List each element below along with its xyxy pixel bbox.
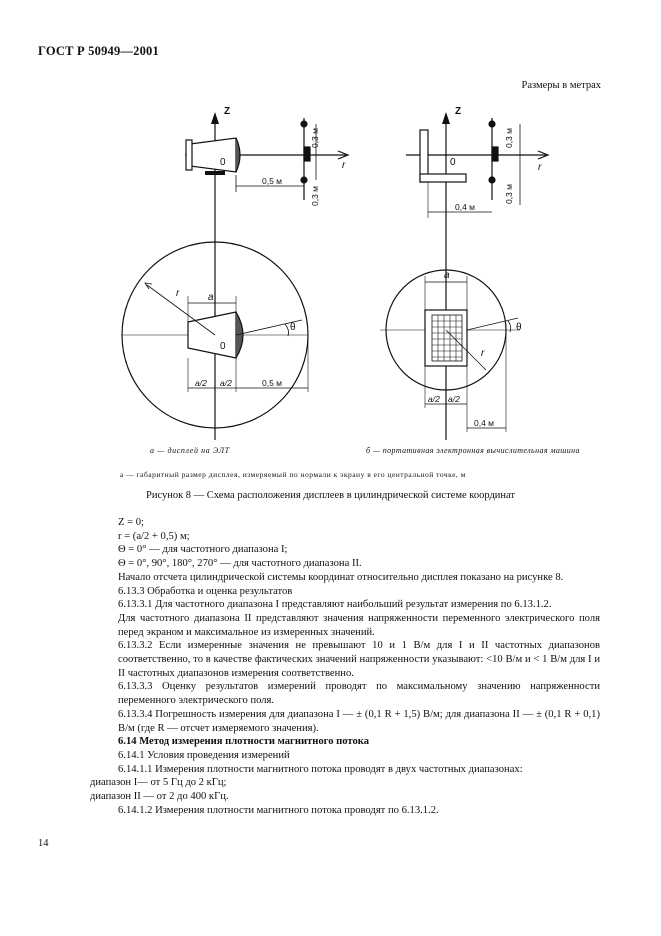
body-text [90,516,600,817]
right-label-origin: 0 [450,157,456,168]
left-crt-topview [188,312,236,358]
right-label-theta: θ [516,322,522,333]
left-dim-03-top: 0,3 м [310,128,320,149]
figure-caption-b: б — портативная электронная вычислительная машина [366,446,580,455]
right-label-r: r [538,162,542,173]
left-label-a: a [208,292,214,303]
left-dim-05-bottom: 0,5 м [262,378,283,388]
document-header: ГОСТ Р 50949—2001 [38,44,159,58]
clause-6-13-3-2: 6.13.3.2 Если измеренные значения не превышают 10 и 1 В/м для I и II частотных диапазонов соответственно, то в качестве фактических значений напряженности указывают: <10 В/м и < 1 В/м для I и II частотных диапазонов измерения соответственно. [118,640,600,679]
left-crt-body [190,138,236,172]
paragraph-range-ii: Для частотного диапазона II представляют значения напряженности переменного электрического поля перед экраном и максимальное из измеренных значений. [118,612,600,638]
left-label-z: Z [224,106,231,117]
page-number: 14 [38,838,49,849]
left-label-origin-bottom: 0 [220,341,226,352]
clause-6-13-3-4: 6.13.3.4 Погрешность измерения для диапазона I — ± (0,1 R + 1,5) В/м; для диапазона II — ± (0,1 R + 0,1) В/м (где R — отсчет измеряемого значения). [118,708,600,734]
formula-r: r = (a/2 + 0,5) м; [118,530,190,542]
left-dim-a2-left: a/2 [195,378,207,388]
clause-6-14-1-1: 6.14.1.1 Измерения плотности магнитного потока проводят в двух частотных диапазонах: [118,763,523,775]
figure-caption-a: а — дисплей на ЭЛТ [150,446,230,455]
figure-legend: а — габаритный размер дисплея, измеряемый по нормали к экрану в его центральной точке, м [120,470,466,479]
left-dim-05-side: 0,5 м [262,176,283,186]
figure-title: Рисунок 8 — Схема расположения дисплеев в цилиндрической системе координат [145,490,515,501]
clause-6-13-3-3: 6.13.3.3 Оценку результатов измерений проводят по максимальному значению напряженности переменного электрического поля. [118,681,600,707]
left-dim-a2-right: a/2 [220,378,232,388]
clause-6-13-3-1: 6.13.3.1 Для частотного диапазона I представляют наибольший результат измерения по 6.13.1.2. [118,599,552,611]
right-dim-04-side: 0,4 м [455,202,476,212]
left-label-origin: 0 [220,157,226,168]
formula-theta-1: Θ = 0° — для частотного диапазона I; [118,544,288,556]
paragraph-origin: Начало отсчета цилиндрической системы координат относительно дисплея показано на рисунке 8. [118,571,564,583]
figure-8-diagram [100,100,620,440]
formula-theta-2: Θ = 0°, 90°, 180°, 270° — для частотного диапазона II. [118,558,362,570]
right-dim-03-top: 0,3 м [504,128,514,149]
left-dim-03-bottom: 0,3 м [310,186,320,207]
right-laptop-base [420,174,466,182]
left-label-r: r [342,160,346,171]
right-label-radius: r [481,348,485,359]
left-label-radius: r [176,288,180,299]
formula-z: Z = 0; [118,517,144,528]
range-ii: диапазон II — от 2 до 400 кГц. [90,791,229,803]
right-dim-04-bottom: 0,4 м [474,418,495,428]
section-6-14: 6.14 Метод измерения плотности магнитного потока [118,736,370,748]
right-dim-a2-right: a/2 [448,394,460,404]
section-6-14-1: 6.14.1 Условия проведения измерений [118,749,290,761]
clause-6-14-1-2: 6.14.1.2 Измерения плотности магнитного потока проводят по 6.13.1.2. [118,804,439,816]
right-dim-a2-left: a/2 [428,394,440,404]
range-i: диапазон I— от 5 Гц до 2 кГц; [90,777,227,789]
right-label-a: a [444,270,450,281]
units-note: Размеры в метрах [521,80,601,91]
section-6-13-3: 6.13.3 Обработка и оценка результатов [118,585,293,597]
right-dim-03-bottom: 0,3 м [504,184,514,205]
right-label-z: Z [455,106,462,117]
left-label-theta: θ [290,322,296,333]
